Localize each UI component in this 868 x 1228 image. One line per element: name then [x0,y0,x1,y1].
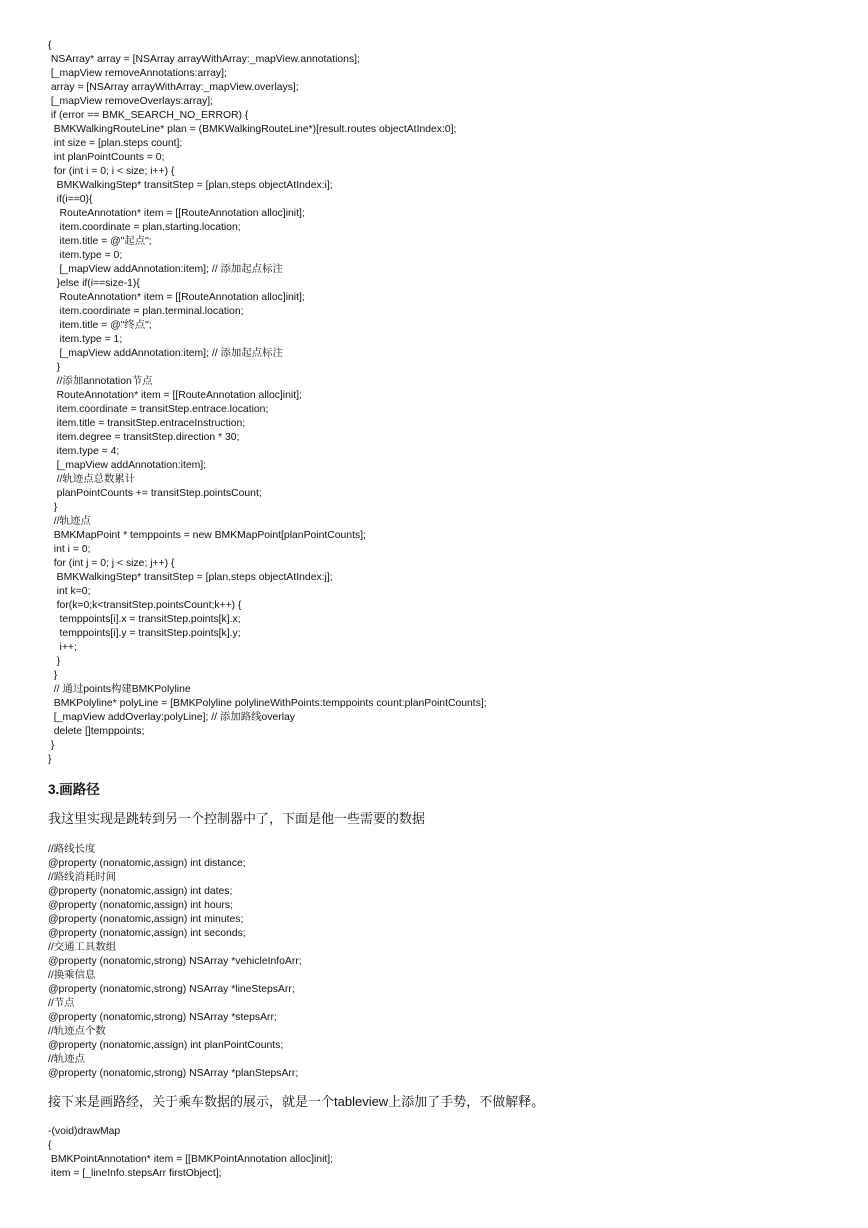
code-line: if (error == BMK_SEARCH_NO_ERROR) { [48,110,249,121]
code-line: @property (nonatomic,strong) NSArray *vehicleInfoArr; [48,956,302,967]
code-line: BMKWalkingStep* transitStep = [plan.steps objectAtIndex:i]; [48,180,333,191]
code-line: int size = [plan.steps count]; [48,138,183,149]
draw-path-paragraph: 接下来是画路经，关于乘车数据的展示，就是一个tableview上添加了手势，不做解释。 [48,1094,545,1109]
code-line: BMKPointAnnotation* item = [[BMKPointAnnotation alloc]init]; [48,1154,334,1165]
code-line: }else if(i==size-1){ [48,278,140,289]
intro-paragraph: 我这里实现是跳转到另一个控制器中了，下面是他一些需要的数据 [48,811,426,826]
code-line: BMKWalkingRouteLine* plan = (BMKWalkingRouteLine*)[result.routes objectAtIndex:0]; [48,124,457,135]
code-line: [_mapView addAnnotation:item]; // 添加起点标注 [48,264,283,275]
code-line: // 通过points构建BMKPolyline [48,684,191,695]
code-line: //换乘信息 [48,970,96,981]
code-line: //路线长度 [48,844,96,855]
code-line: [_mapView addOverlay:polyLine]; // 添加路线overlay [48,712,295,723]
code-line: i++; [48,642,77,653]
code-line: @property (nonatomic,strong) NSArray *lineStepsArr; [48,984,295,995]
code-line: } [48,740,55,751]
code-line: } [48,502,58,513]
code-line: //路线消耗时间 [48,872,117,883]
code-line: { [48,40,52,51]
code-line: { [48,1140,52,1151]
code-line: item = [_lineInfo.stepsArr firstObject]; [48,1168,222,1179]
code-line: NSArray* array = [NSArray arrayWithArray:_mapView.annotations]; [48,54,360,65]
code-line: array = [NSArray arrayWithArray:_mapView.overlays]; [48,82,299,93]
code-line: [_mapView addAnnotation:item]; // 添加起点标注 [48,348,283,359]
code-line: //轨迹点 [48,1054,85,1065]
code-line: //添加annotation节点 [48,376,153,387]
code-line: } [48,670,58,681]
code-line: @property (nonatomic,assign) int dates; [48,886,233,897]
code-line: //轨迹点个数 [48,1026,106,1037]
code-line: [_mapView removeOverlays:array]; [48,96,213,107]
code-line: item.coordinate = plan.terminal.location; [48,306,244,317]
code-line: item.type = 4; [48,446,120,457]
code-line: //轨迹点总数累计 [48,474,136,485]
code-line: planPointCounts += transitStep.pointsCount; [48,488,262,499]
code-block-route-result [48,39,487,767]
code-line: -(void)drawMap [48,1126,121,1137]
code-line: item.title = transitStep.entraceInstruction; [48,418,246,429]
code-line: item.coordinate = transitStep.entrace.location; [48,404,269,415]
code-line: item.coordinate = plan.starting.location; [48,222,241,233]
section-heading: 3.画路径 [48,782,100,797]
code-line: BMKMapPoint * temppoints = new BMKMapPoint[planPointCounts]; [48,530,366,541]
code-line: for (int j = 0; j < size; j++) { [48,558,175,569]
code-line: item.title = @"终点"; [48,320,152,331]
code-line: int planPointCounts = 0; [48,152,165,163]
code-line: } [48,362,61,373]
code-block-properties [48,843,302,1081]
code-line: item.type = 1; [48,334,123,345]
code-line: BMKWalkingStep* transitStep = [plan.steps objectAtIndex:j]; [48,572,333,583]
code-line: BMKPolyline* polyLine = [BMKPolyline polylineWithPoints:temppoints count:planPointCounts]; [48,698,487,709]
code-line: RouteAnnotation* item = [[RouteAnnotation alloc]init]; [48,292,305,303]
code-line: //交通工具数组 [48,942,117,953]
code-line: item.title = @"起点"; [48,236,152,247]
code-line: //节点 [48,998,75,1009]
code-line: int k=0; [48,586,91,597]
code-line: [_mapView addAnnotation:item]; [48,460,207,471]
code-line: RouteAnnotation* item = [[RouteAnnotation alloc]init]; [48,208,305,219]
code-line: for (int i = 0; i < size; i++) { [48,166,175,177]
code-line: temppoints[i].x = transitStep.points[k].x; [48,614,241,625]
code-line: RouteAnnotation* item = [[RouteAnnotation alloc]init]; [48,390,302,401]
code-block-draw-map [48,1125,333,1181]
code-line: @property (nonatomic,assign) int seconds; [48,928,246,939]
code-line: } [48,656,61,667]
code-line: item.degree = transitStep.direction * 30; [48,432,240,443]
code-line: @property (nonatomic,strong) NSArray *stepsArr; [48,1012,277,1023]
code-line: @property (nonatomic,assign) int hours; [48,900,233,911]
code-line: [_mapView removeAnnotations:array]; [48,68,227,79]
code-line: //轨迹点 [48,516,91,527]
code-line: if(i==0){ [48,194,93,205]
code-line: item.type = 0; [48,250,123,261]
code-line: for(k=0;k<transitStep.pointsCount;k++) { [48,600,242,611]
code-line: } [48,754,52,765]
code-line: delete []temppoints; [48,726,145,737]
code-line: @property (nonatomic,strong) NSArray *planStepsArr; [48,1068,299,1079]
code-line: @property (nonatomic,assign) int planPointCounts; [48,1040,284,1051]
code-line: @property (nonatomic,assign) int distance; [48,858,246,869]
code-line: @property (nonatomic,assign) int minutes; [48,914,244,925]
code-line: int i = 0; [48,544,91,555]
code-line: temppoints[i].y = transitStep.points[k].y; [48,628,241,639]
